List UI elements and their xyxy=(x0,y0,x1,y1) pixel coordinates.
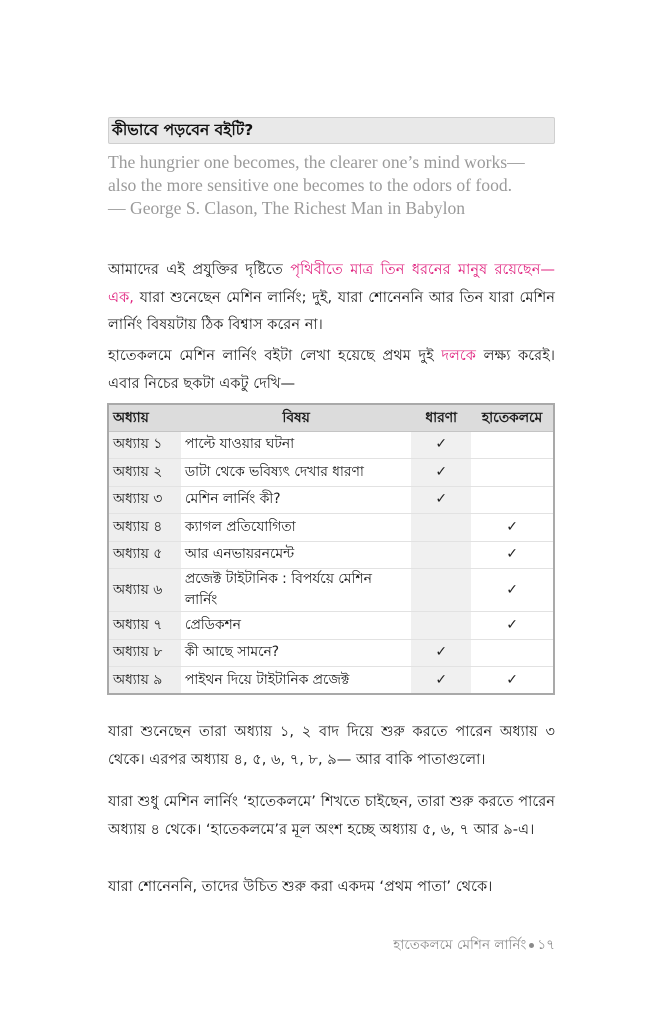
text: আমাদের এই প্রযুক্তির দৃষ্টিতে xyxy=(108,261,291,278)
chapter-cell: অধ্যায় ৭ xyxy=(108,612,181,640)
highlighted-text: দলকে xyxy=(441,347,476,364)
topic-cell: আর এনভায়রনমেন্ট xyxy=(181,541,412,569)
check-icon xyxy=(411,612,471,640)
topic-cell: ক্যাগল প্রতিযোগিতা xyxy=(181,514,412,542)
chapter-cell: অধ্যায় ৩ xyxy=(108,486,181,514)
header-topic: বিষয় xyxy=(181,404,412,431)
epigraph-line-1: The hungrier one becomes, the clearer one’s mind works— xyxy=(108,152,525,172)
check-icon xyxy=(471,639,554,667)
check-icon: ✓ xyxy=(411,486,471,514)
topic-cell: পাইথন দিয়ে টাইটানিক প্রজেক্ট xyxy=(184,671,350,688)
check-icon: ✓ xyxy=(411,639,471,667)
check-icon: ✓ xyxy=(471,612,554,640)
check-icon: ✓ xyxy=(411,459,471,487)
topic-cell: কী আছে সামনে? xyxy=(181,639,412,667)
chapter-cell: অধ্যায় ৫ xyxy=(108,541,181,569)
table-row xyxy=(108,486,554,514)
intro-paragraph xyxy=(108,256,555,339)
running-title: হাতেকলমে মেশিন লার্নিং xyxy=(393,937,527,953)
text: যারা শুনেছেন মেশিন লার্নিং; দুই, যারা শোনেননি আর তিন যারা মেশিন লার্নিং বিষয়টায় ঠিক বিশ্বাস করেন না। xyxy=(108,288,555,333)
table-row xyxy=(108,569,554,612)
check-icon: ✓ xyxy=(471,514,554,542)
check-icon: ✓ xyxy=(411,431,471,459)
handson-guide-paragraph: যারা শুধু মেশিন লার্নিং ‘হাতেকলমে’ শিখতে চাইছেন, তারা শুরু করতে পারেন অধ্যায় ৪ থেকে। ‘হাতেকলমে’র মূল অংশ হচ্ছে অধ্যায় ৫, ৬, ৭ আর ৯-এ। xyxy=(108,793,555,838)
chapter-cell: অধ্যায় ৯ xyxy=(108,667,181,695)
chapter-cell: অধ্যায় ২ xyxy=(108,459,181,487)
chapter-cell: অধ্যায় ৬ xyxy=(108,569,181,612)
text: লক্ষ্য করেই। এবার নিচের ছকটা একটু দেখি— xyxy=(108,347,556,392)
page-number: ১৭ xyxy=(537,937,555,953)
topic-cell: মেশিন লার্নিং কী? xyxy=(181,486,412,514)
check-icon xyxy=(411,541,471,569)
chapter-cell: অধ্যায় ৪ xyxy=(108,514,181,542)
page-footer xyxy=(393,934,555,957)
header-handson: হাতেকলমে xyxy=(471,404,554,431)
highlighted-text: পৃথিবীতে মাত্র তিন ধরনের মানুষ রয়েছেন— এক, xyxy=(108,261,555,306)
epigraph-line-2: also the more sensitive one becomes to the odors of food. xyxy=(108,175,513,195)
chapter-cell: অধ্যায় ৮ xyxy=(108,639,181,667)
check-icon: ✓ xyxy=(506,671,518,688)
table-header-row xyxy=(108,404,554,431)
check-icon xyxy=(471,459,554,487)
topic-cell: প্রেডিকশন xyxy=(181,612,412,640)
header-concept: ধারণা xyxy=(411,404,471,431)
check-icon xyxy=(471,431,554,459)
epigraph-quote xyxy=(108,151,555,220)
table-row xyxy=(108,667,554,695)
check-icon xyxy=(471,486,554,514)
section-heading: কীভাবে পড়বেন বইটি? xyxy=(108,117,555,144)
chapter-cell: অধ্যায় ১ xyxy=(108,431,181,459)
table-row xyxy=(108,639,554,667)
table-row xyxy=(108,514,554,542)
check-icon xyxy=(411,514,471,542)
beginner-guide-paragraph: যারা শোনেননি, তাদের উচিত শুরু করা একদম ‘প্রথম পাতা’ থেকে। xyxy=(108,878,493,895)
topic-cell: পাল্টে যাওয়ার ঘটনা xyxy=(181,431,412,459)
target-audience-paragraph xyxy=(108,342,555,397)
table-row xyxy=(108,459,554,487)
topic-cell: ডাটা থেকে ভবিষ্যৎ দেখার ধারণা xyxy=(181,459,412,487)
check-icon xyxy=(411,569,471,612)
check-icon: ✓ xyxy=(411,667,471,695)
text: হাতেকলমে মেশিন লার্নিং বইটা লেখা হয়েছে প্রথম দুই xyxy=(108,347,442,364)
table-row xyxy=(108,612,554,640)
topic-cell: প্রজেক্ট টাইটানিক : বিপর্যয়ে মেশিন লার্নিং xyxy=(181,569,412,612)
reading-guide-paragraph: যারা শুনেছেন তারা অধ্যায় ১, ২ বাদ দিয়ে শুরু করতে পারেন অধ্যায় ৩ থেকে। এরপর অধ্যায় ৪, ৫, ৬, ৭, ৮, ৯— আর বাকি পাতাগুলো। xyxy=(108,723,555,768)
table-row xyxy=(108,431,554,459)
epigraph-attribution: — George S. Clason, The Richest Man in Babylon xyxy=(108,198,466,218)
check-icon: ✓ xyxy=(471,541,554,569)
bullet-separator-icon xyxy=(529,943,534,948)
header-chapter: অধ্যায় xyxy=(108,404,181,431)
check-icon: ✓ xyxy=(471,569,554,612)
chapter-table xyxy=(107,403,555,695)
table-row xyxy=(108,541,554,569)
